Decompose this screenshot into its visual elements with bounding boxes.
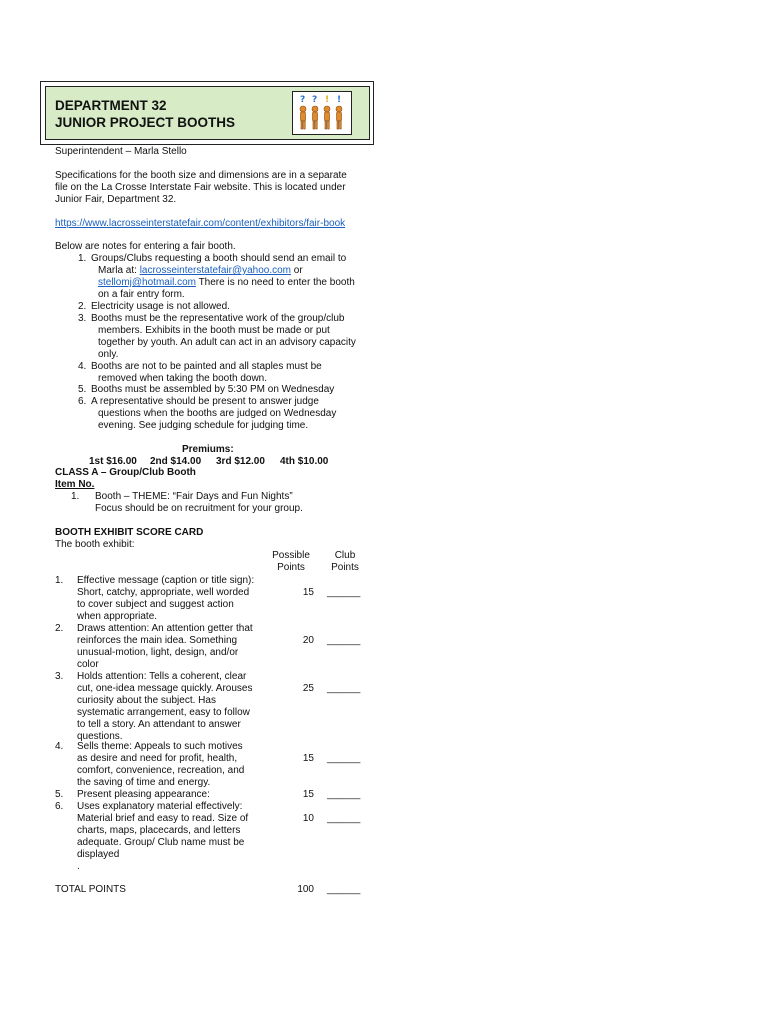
note-number: 6.	[78, 396, 87, 407]
department-subtitle: JUNIOR PROJECT BOOTHS	[55, 115, 236, 130]
specs-line-1: Specifications for the booth size and dimensions are in a separate	[55, 170, 347, 181]
score-item-6-line: Material brief and easy to read. Size of	[77, 813, 249, 824]
premium-second: 2nd $14.00	[150, 456, 202, 467]
note-6-line-3: evening. See judging schedule for judging time.	[98, 420, 309, 431]
department-title: DEPARTMENT 32	[55, 98, 167, 113]
score-item-3-line: questions.	[77, 731, 123, 742]
score-item-4-line: the saving of time and energy.	[77, 777, 211, 788]
yahoo-email-link[interactable]: lacrosseinterstatefair@yahoo.com	[139, 265, 292, 276]
note-1-line-3	[98, 277, 355, 289]
note-5-line-1: Booths must be assembled by 5:30 PM on Wednesday	[91, 384, 335, 395]
hotmail-email-link[interactable]: stellomj@hotmail.com	[98, 277, 196, 288]
score-item-1-line: Effective message (caption or title sign):	[77, 575, 255, 586]
notes-intro: Below are notes for entering a fair booth.	[55, 241, 236, 252]
people-thinking-icon	[293, 92, 350, 133]
note-1-line-2	[98, 265, 303, 277]
note-1-line-4: on a fair entry form.	[98, 289, 185, 300]
item-number: 1.	[71, 491, 80, 502]
possible-points-value: 15	[302, 789, 314, 800]
total-points-label: TOTAL POINTS	[55, 884, 126, 895]
club-points-blank[interactable]: ______	[327, 683, 361, 694]
club-points-blank[interactable]: ______	[327, 587, 361, 598]
note-number: 4.	[78, 361, 87, 372]
note-6-line-2: questions when the booths are judged on Wednesday	[98, 408, 337, 419]
score-item-4-line: as desire and need for profit, health,	[77, 753, 238, 764]
total-club-points-blank[interactable]: ______	[327, 884, 361, 895]
item-no-heading: Item No.	[55, 479, 95, 490]
item-1-theme: Booth – THEME: “Fair Days and Fun Nights”	[95, 491, 293, 502]
note-number: 5.	[78, 384, 87, 395]
premium-first: 1st $16.00	[89, 456, 137, 467]
note-1-line-3-text: There is no need to enter the booth	[195, 277, 355, 288]
note-2-line-1: Electricity usage is not allowed.	[91, 301, 230, 312]
score-item-1-line: to cover subject and suggest action	[77, 599, 234, 610]
possible-points-header: Possible	[272, 550, 310, 561]
score-item-3-line: curiosity about the subject. Has	[77, 695, 216, 706]
score-item-number: 2.	[55, 623, 64, 634]
note-3-line-1: Booths must be the representative work of the group/club	[91, 313, 345, 324]
score-card-subtitle: The booth exhibit:	[55, 539, 135, 550]
svg-text:?: ?	[312, 95, 318, 105]
score-item-3-line: to tell a story. An attendant to answer	[77, 719, 241, 730]
note-1-suffix: or	[291, 265, 303, 276]
item-1-focus: Focus should be on recruitment for your group.	[95, 503, 303, 514]
possible-points-value: 20	[302, 635, 314, 646]
score-item-number: 6.	[55, 801, 64, 812]
score-item-number: 3.	[55, 671, 64, 682]
note-6-line-1: A representative should be present to answer judge	[91, 396, 319, 407]
total-possible-points: 100	[297, 884, 314, 895]
note-4-line-2: removed when taking the booth down.	[98, 373, 267, 384]
note-3-line-2: members. Exhibits in the booth must be made or put	[98, 325, 330, 336]
note-number: 1.	[78, 253, 87, 264]
note-4-line-1: Booths are not to be painted and all staples must be	[91, 361, 322, 372]
class-a-heading: CLASS A – Group/Club Booth	[55, 467, 196, 478]
specs-line-3: Junior Fair, Department 32.	[55, 194, 177, 205]
svg-text:?: ?	[300, 95, 306, 105]
score-item-3-line: systematic arrangement, easy to follow	[77, 707, 250, 718]
score-item-number: 5.	[55, 789, 64, 800]
score-item-number: 1.	[55, 575, 64, 586]
score-item-6-line: charts, maps, placecards, and letters	[77, 825, 241, 836]
club-points-blank[interactable]: ______	[327, 789, 361, 800]
club-points-blank[interactable]: ______	[327, 813, 361, 824]
premium-third: 3rd $12.00	[216, 456, 265, 467]
score-item-6-line: .	[77, 861, 80, 872]
note-3-line-4: only.	[98, 349, 119, 360]
score-item-2-line: Draws attention: An attention getter that	[77, 623, 253, 634]
possible-points-value: 15	[302, 587, 314, 598]
svg-text:!: !	[325, 95, 330, 105]
note-1-prefix: Marla at:	[98, 265, 140, 276]
club-points-header: Club	[334, 550, 356, 561]
score-item-3-line: Holds attention: Tells a coherent, clear	[77, 671, 247, 682]
possible-points-value: 15	[302, 753, 314, 764]
score-item-number: 4.	[55, 741, 64, 752]
score-item-6-line: Uses explanatory material effectively:	[77, 801, 243, 812]
note-number: 3.	[78, 313, 87, 324]
premiums-title: Premiums:	[182, 444, 234, 455]
score-item-6-line: displayed	[77, 849, 120, 860]
clipart-image	[292, 91, 352, 135]
score-item-2-line: color	[77, 659, 99, 670]
fair-book-link[interactable]: https://www.lacrosseinterstatefair.com/content/exhibitors/fair-book	[55, 218, 346, 229]
score-item-4-line: comfort, convenience, recreation, and	[77, 765, 245, 776]
possible-points-value: 10	[302, 813, 314, 824]
superintendent-text: Superintendent – Marla Stello	[55, 146, 187, 157]
premium-fourth: 4th $10.00	[280, 456, 329, 467]
score-item-1-line: when appropriate.	[77, 611, 158, 622]
score-item-2-line: reinforces the main idea. Something	[77, 635, 238, 646]
note-number: 2.	[78, 301, 87, 312]
note-3-line-3: together by youth. An adult can act in an advisory capacity	[98, 337, 356, 348]
score-item-1-line: Short, catchy, appropriate, well worded	[77, 587, 250, 598]
score-item-2-line: unusual-motion, light, design, and/or	[77, 647, 239, 658]
score-item-3-line: cut, one-idea message quickly. Arouses	[77, 683, 253, 694]
svg-text:!: !	[337, 95, 342, 105]
possible-points-value: 25	[302, 683, 314, 694]
score-item-4-line: Sells theme: Appeals to such motives	[77, 741, 243, 752]
possible-points-header-2: Points	[277, 562, 305, 573]
note-1-line-1: Groups/Clubs requesting a booth should send an email to	[91, 253, 347, 264]
club-points-blank[interactable]: ______	[327, 635, 361, 646]
specs-line-2: file on the La Crosse Interstate Fair website. This is located under	[55, 182, 346, 193]
score-card-title: BOOTH EXHIBIT SCORE CARD	[55, 527, 204, 538]
club-points-blank[interactable]: ______	[327, 753, 361, 764]
score-item-6-line: adequate. Group/ Club name must be	[77, 837, 245, 848]
club-points-header-2: Points	[331, 562, 359, 573]
score-item-5-line: Present pleasing appearance:	[77, 789, 210, 800]
